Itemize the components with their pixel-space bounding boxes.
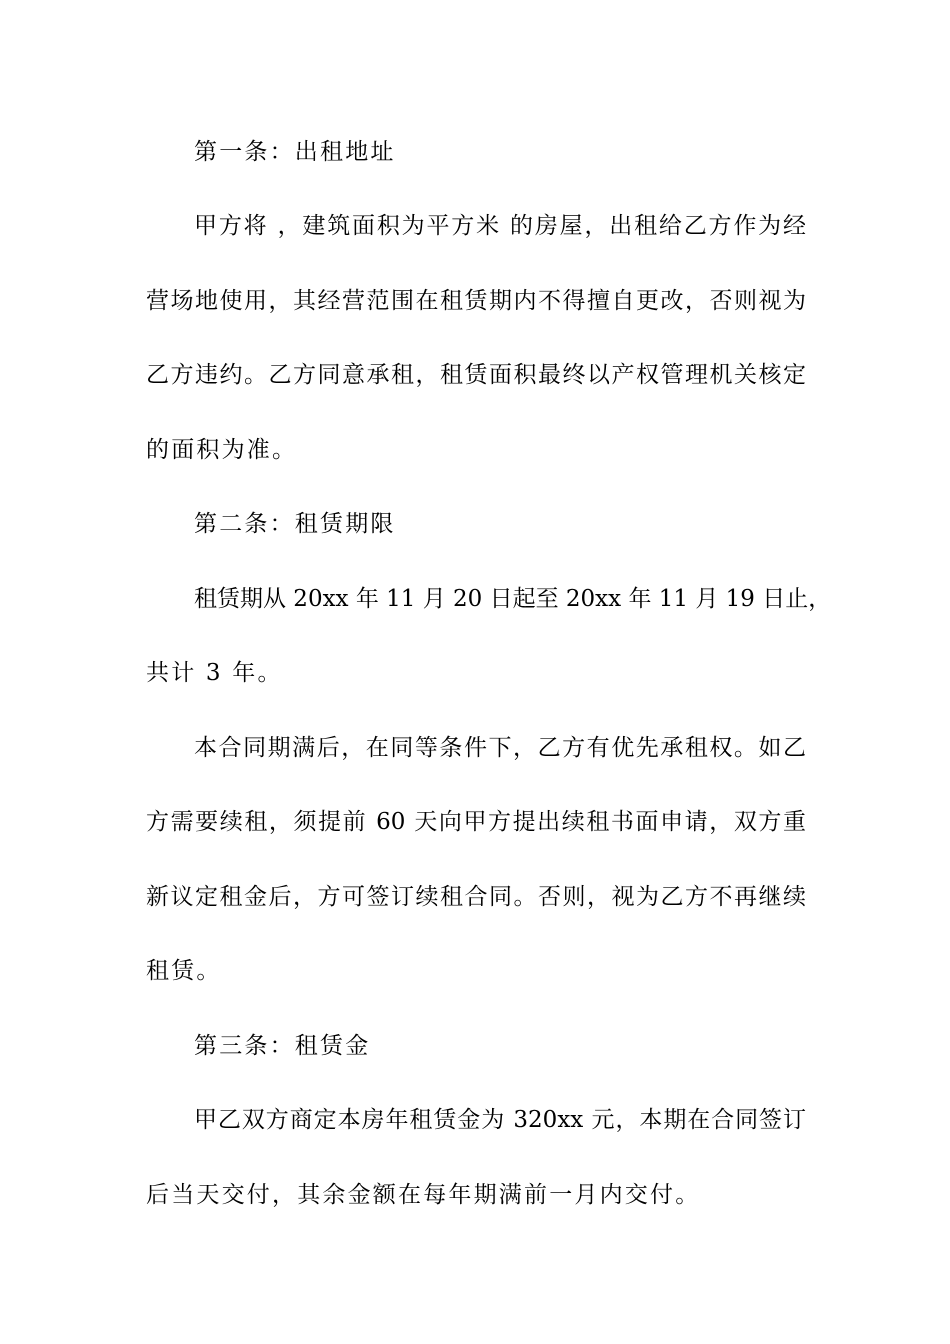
paragraph-line: 的面积为准。 bbox=[146, 437, 298, 463]
paragraph-line: 甲乙双方商定本房年租赁金为 320xx 元，本期在合同签订 bbox=[194, 1107, 806, 1133]
paragraph-line: 乙方违约。乙方同意承租，租赁面积最终以产权管理机关核定 bbox=[146, 362, 806, 388]
paragraph-line: 租赁期从 20xx 年 11 月 20 日起至 20xx 年 11 月 19 日止， bbox=[194, 586, 832, 612]
section-heading-2: 第二条：租赁期限 bbox=[194, 511, 396, 537]
paragraph-line: 新议定租金后，方可签订续租合同。否则，视为乙方不再继续 bbox=[146, 884, 806, 910]
paragraph-line: 租赁。 bbox=[146, 958, 222, 984]
section-heading-1: 第一条：出租地址 bbox=[194, 139, 396, 165]
paragraph-line: 本合同期满后，在同等条件下，乙方有优先承租权。如乙 bbox=[194, 735, 806, 761]
paragraph-line: 方需要续租，须提前 60 天向甲方提出续租书面申请，双方重 bbox=[146, 809, 806, 835]
paragraph-line: 共计 3 年。 bbox=[146, 660, 283, 686]
paragraph-line: 后当天交付，其余金额在每年期满前一月内交付。 bbox=[146, 1182, 701, 1208]
section-heading-3: 第三条：租赁金 bbox=[194, 1033, 371, 1059]
paragraph-line: 营场地使用，其经营范围在租赁期内不得擅自更改，否则视为 bbox=[146, 288, 806, 314]
paragraph-line: 甲方将 ，建筑面积为平方米 的房屋，出租给乙方作为经 bbox=[194, 213, 806, 239]
